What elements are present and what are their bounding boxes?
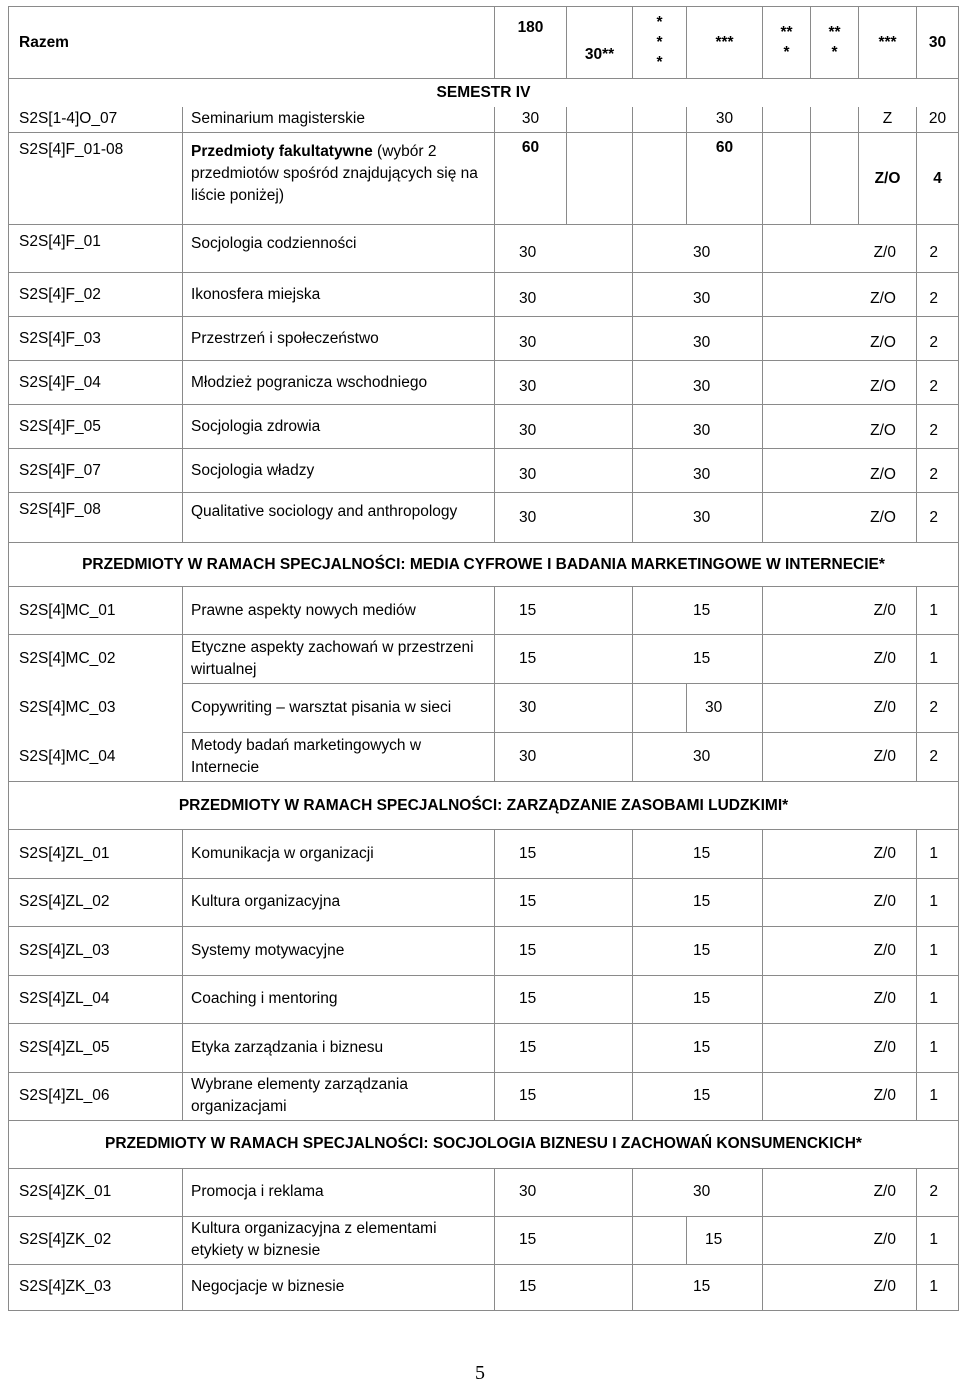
empty-cell [811,107,859,133]
seminar-hours: 30 [687,107,763,133]
course-form: Z/0 [763,1024,917,1073]
asterisk-line: * [831,43,838,61]
course-row [9,927,959,976]
empty-cell [633,1216,687,1264]
course-ects: 2 [917,317,959,361]
course-row [9,493,959,543]
course-row [9,225,959,273]
empty-cell [763,107,811,133]
course-row [9,405,959,449]
total-asterisk-cell [633,7,687,79]
exercise-hours: 30 [633,273,763,317]
course-name [183,133,495,225]
empty-cell [567,107,633,133]
course-name: Wybrane elementy zarządzania organizacjami [183,1072,495,1120]
course-ects: 1 [917,1264,959,1310]
course-code: S2S[4]ZL_01 [9,830,183,879]
course-hours: 30 [495,493,633,543]
course-row [9,1216,959,1264]
course-row [9,273,959,317]
total-form-marker: *** [859,7,917,79]
course-name: Prawne aspekty nowych mediów [183,587,495,635]
course-ects: 1 [917,587,959,635]
course-hours: 15 [495,1072,633,1120]
exercise-hours: 15 [687,1216,763,1264]
exercise-hours: 15 [633,1072,763,1120]
course-ects: 1 [917,830,959,879]
course-ects: 2 [917,1168,959,1216]
course-row [9,733,959,782]
semester-header-row [9,79,959,107]
course-code: S2S[4]MC_01 [9,587,183,635]
course-name: Metody badań marketingowych w Internecie [183,733,495,782]
course-form: Z/O [763,405,917,449]
asterisk-line: ** [828,23,841,41]
course-form: Z/0 [763,1264,917,1310]
course-form: Z/0 [763,878,917,927]
course-hours: 30 [495,733,633,782]
section-title: PRZEDMIOTY W RAMACH SPECJALNOŚCI: ZARZĄDZANIE ZASOBAMI LUDZKIMI* [9,782,959,830]
course-ects: 20 [917,107,959,133]
course-code: S2S[4]ZL_03 [9,927,183,976]
exercise-hours: 15 [633,587,763,635]
exercise-hours: 30 [633,361,763,405]
course-form: Z/0 [763,975,917,1024]
table-body [9,7,959,1311]
course-hours: 30 [495,273,633,317]
course-ects: 2 [917,684,959,733]
section-title: PRZEDMIOTY W RAMACH SPECJALNOŚCI: SOCJOLOGIA BIZNESU I ZACHOWAŃ KONSUMENCKICH* [9,1120,959,1168]
course-ects: 2 [917,733,959,782]
course-form: Z/O [763,273,917,317]
course-hours: 30 [495,361,633,405]
exercise-hours: 15 [633,1024,763,1073]
course-form: Z/0 [763,733,917,782]
exercise-hours: 30 [687,684,763,733]
course-row [9,1072,959,1120]
course-hours: 30 [495,317,633,361]
exercise-hours: 15 [633,1264,763,1310]
course-name: Negocjacje w biznesie [183,1264,495,1310]
course-form: Z/O [763,361,917,405]
course-code: S2S[4]ZL_06 [9,1072,183,1120]
course-ects: 2 [917,449,959,493]
section-title: PRZEDMIOTY W RAMACH SPECJALNOŚCI: MEDIA CYFROWE I BADANIA MARKETINGOWE W INTERNECIE* [9,543,959,587]
course-ects: 1 [917,878,959,927]
course-name: Promocja i reklama [183,1168,495,1216]
exercise-hours: 15 [633,635,763,684]
exercise-hours: 15 [633,927,763,976]
course-name: Socjologia zdrowia [183,405,495,449]
course-name: Kultura organizacyjna z elementami etykiety w biznesie [183,1216,495,1264]
course-ects: 2 [917,493,959,543]
course-code: S2S[4]F_03 [9,317,183,361]
course-name: Młodzież pogranicza wschodniego [183,361,495,405]
empty-cell [567,133,633,225]
total-asterisk-cell [811,7,859,79]
exercise-hours: 30 [633,317,763,361]
course-row [9,317,959,361]
total-asterisk-cell [763,7,811,79]
course-name: Coaching i mentoring [183,975,495,1024]
asterisk-line: * [783,43,790,61]
course-hours: 30 [495,1168,633,1216]
section-header-row [9,782,959,830]
course-name: Ikonosfera miejska [183,273,495,317]
course-ects: 4 [917,133,959,225]
exercise-hours: 15 [633,975,763,1024]
course-row [9,587,959,635]
course-code: S2S[4]ZL_04 [9,975,183,1024]
course-row [9,878,959,927]
total-row [9,7,959,79]
course-hours: 30 [495,449,633,493]
exercise-hours: 30 [633,449,763,493]
course-hours: 15 [495,587,633,635]
exercise-hours: 15 [633,830,763,879]
course-name: Systemy motywacyjne [183,927,495,976]
asterisk-line: * [656,13,663,31]
total-label: Razem [9,7,495,79]
course-row [9,1024,959,1073]
course-ects: 1 [917,927,959,976]
section-header-row [9,543,959,587]
course-name: Komunikacja w organizacji [183,830,495,879]
exercise-hours: 30 [633,405,763,449]
course-code: S2S[4]F_04 [9,361,183,405]
course-row [9,975,959,1024]
course-code: S2S[4]MC_02 [9,635,183,684]
course-hours: 15 [495,635,633,684]
course-name: Seminarium magisterskie [183,107,495,133]
course-row [9,1168,959,1216]
course-name: Przestrzeń i społeczeństwo [183,317,495,361]
course-hours: 30 [495,684,633,733]
course-form: Z/O [763,493,917,543]
course-ects: 2 [917,361,959,405]
exercise-hours: 15 [633,878,763,927]
semester-title: SEMESTR IV [9,79,959,107]
course-name: Etyka zarządzania i biznesu [183,1024,495,1073]
asterisk-line: * [656,53,663,71]
course-code: S2S[4]F_02 [9,273,183,317]
course-code: S2S[4]F_08 [9,493,183,543]
course-form: Z/0 [763,684,917,733]
course-row [9,449,959,493]
course-row [9,1264,959,1310]
course-code: S2S[4]MC_03 [9,684,183,733]
empty-cell [811,133,859,225]
course-name: Kultura organizacyjna [183,878,495,927]
course-code: S2S[4]F_05 [9,405,183,449]
empty-cell [633,107,687,133]
electives-note: (wybór 2 przedmiotów spośród znajdujących się na liście poniżej) [191,143,478,204]
course-ects: 1 [917,975,959,1024]
course-ects: 2 [917,405,959,449]
course-hours: 15 [495,878,633,927]
course-form: Z/0 [763,587,917,635]
course-name: Copywriting – warsztat pisania w sieci [183,684,495,733]
course-code: S2S[4]ZL_05 [9,1024,183,1073]
course-row [9,361,959,405]
course-hours: 15 [495,830,633,879]
exercise-hours: 30 [633,1168,763,1216]
section-header-row [9,1120,959,1168]
course-hours: 60 [495,133,567,225]
course-code: S2S[4]ZK_02 [9,1216,183,1264]
course-hours: 30 [495,405,633,449]
course-hours: 30 [495,225,633,273]
course-code: S2S[4]MC_04 [9,733,183,782]
course-form: Z/0 [763,1168,917,1216]
page-number: 5 [475,1362,485,1384]
course-code: S2S[4]ZL_02 [9,878,183,927]
empty-cell [633,684,687,733]
exercise-hours: 30 [633,733,763,782]
course-code: S2S[4]F_07 [9,449,183,493]
course-form: Z [859,107,917,133]
course-code: S2S[1-4]O_07 [9,107,183,133]
course-code: S2S[4]F_01 [9,225,183,273]
course-hours: 30 [495,107,567,133]
exercise-hours: 30 [633,493,763,543]
course-ects: 2 [917,273,959,317]
course-hours: 15 [495,1264,633,1310]
course-form: Z/O [859,133,917,225]
course-ects: 1 [917,1024,959,1073]
asterisk-line: ** [780,23,793,41]
course-form: Z/0 [763,830,917,879]
course-name: Qualitative sociology and anthropology [183,493,495,543]
total-ects: 30 [917,7,959,79]
course-ects: 1 [917,1216,959,1264]
empty-cell [633,133,687,225]
total-lecture-hours: 30** [567,7,633,79]
course-ects: 1 [917,1072,959,1120]
asterisk-line: * [656,33,663,51]
course-form: Z/0 [763,635,917,684]
exercise-hours: 60 [687,133,763,225]
course-row [9,684,959,733]
course-form: Z/O [763,449,917,493]
course-row [9,830,959,879]
total-exercise-marker: *** [687,7,763,79]
course-name: Socjologia codzienności [183,225,495,273]
course-hours: 15 [495,927,633,976]
electives-title: Przedmioty fakultatywne [191,143,373,160]
course-form: Z/0 [763,225,917,273]
course-form: Z/0 [763,927,917,976]
course-form: Z/0 [763,1072,917,1120]
total-hours: 180 [495,7,567,79]
course-code: S2S[4]F_01-08 [9,133,183,225]
course-ects: 2 [917,225,959,273]
course-form: Z/0 [763,1216,917,1264]
exercise-hours: 30 [633,225,763,273]
course-code: S2S[4]ZK_03 [9,1264,183,1310]
course-code: S2S[4]ZK_01 [9,1168,183,1216]
electives-header-row [9,133,959,225]
course-hours: 15 [495,975,633,1024]
course-name: Socjologia władzy [183,449,495,493]
empty-cell [763,133,811,225]
course-hours: 15 [495,1024,633,1073]
course-hours: 15 [495,1216,633,1264]
course-name: Etyczne aspekty zachowań w przestrzeni wirtualnej [183,635,495,684]
seminar-row [9,107,959,133]
course-row [9,635,959,684]
course-ects: 1 [917,635,959,684]
course-form: Z/O [763,317,917,361]
study-plan-table [8,6,959,1311]
